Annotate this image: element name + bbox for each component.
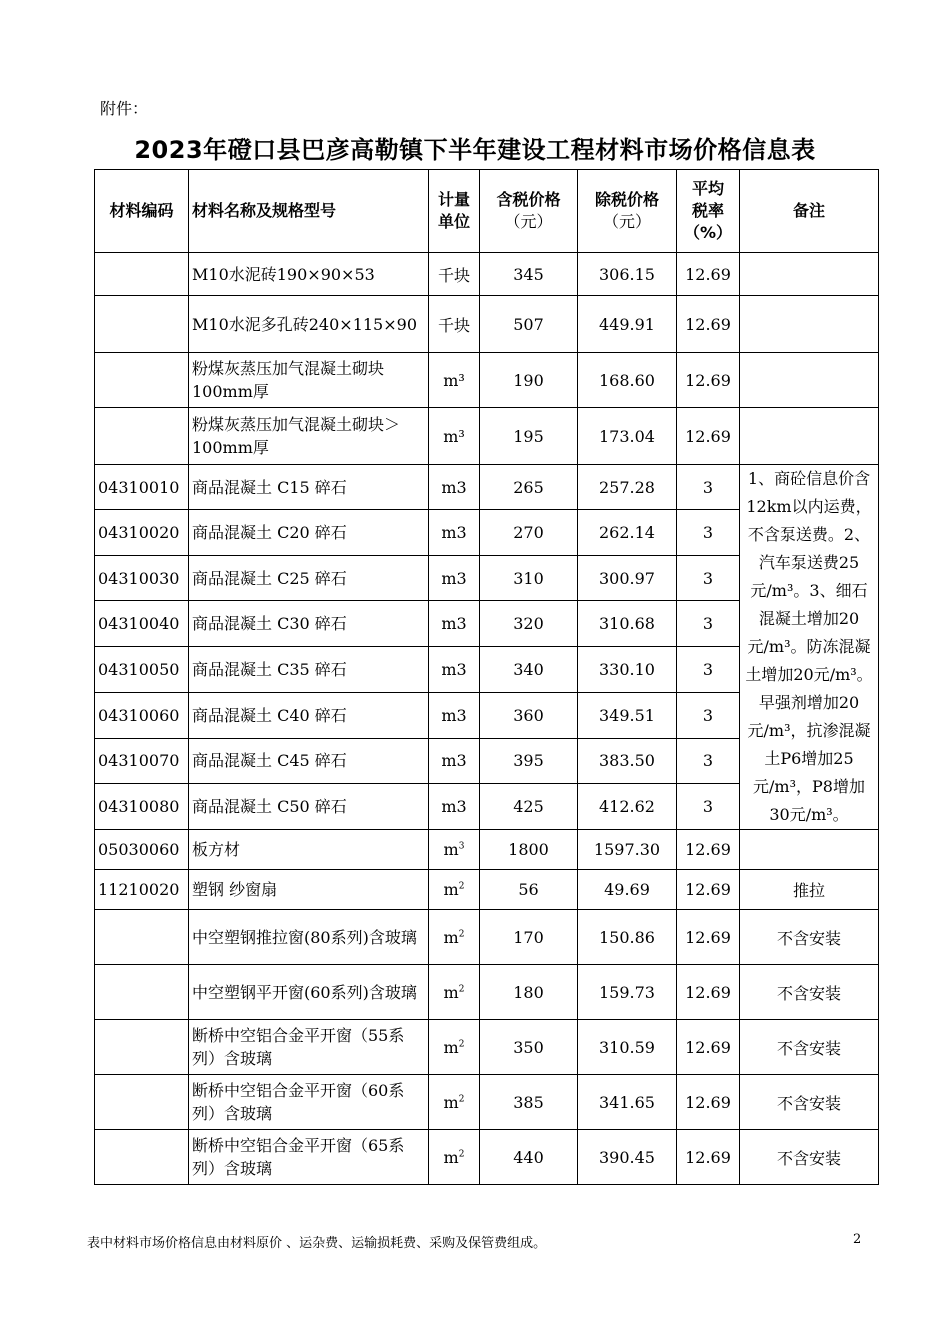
cell-code: 04310010 bbox=[95, 465, 189, 510]
cell-price-tax: 310 bbox=[480, 556, 578, 601]
cell-price-tax: 1800 bbox=[480, 830, 578, 870]
cell-name: 断桥中空铝合金平开窗（60系列）含玻璃 bbox=[189, 1075, 429, 1130]
cell-price-notax: 383.50 bbox=[578, 738, 677, 783]
cell-price-tax: 395 bbox=[480, 738, 578, 783]
cell-unit bbox=[429, 1130, 480, 1185]
cell-price-notax: 300.97 bbox=[578, 556, 677, 601]
cell-note bbox=[740, 253, 879, 296]
unit-exponent: 2 bbox=[458, 1149, 465, 1160]
attachment-label: 附件： bbox=[100, 99, 149, 118]
cell-code bbox=[95, 353, 189, 408]
unit-base: m bbox=[443, 982, 459, 1002]
cell-unit: m3 bbox=[429, 510, 480, 556]
cell-price-notax: 341.65 bbox=[578, 1075, 677, 1130]
unit-exponent: 2 bbox=[458, 984, 465, 995]
table-row bbox=[95, 870, 879, 910]
cell-price-notax: 159.73 bbox=[578, 965, 677, 1020]
cell-unit: m3 bbox=[429, 738, 480, 783]
cell-name: 板方材 bbox=[189, 830, 429, 870]
table-row bbox=[95, 1075, 879, 1130]
table-row bbox=[95, 965, 879, 1020]
cell-price-tax: 507 bbox=[480, 296, 578, 353]
unit-base: m bbox=[443, 1147, 459, 1167]
table-row bbox=[95, 830, 879, 870]
header-price-notax-line2: （元） bbox=[602, 212, 651, 231]
cell-unit: m3 bbox=[429, 601, 480, 647]
price-table bbox=[94, 169, 879, 1185]
cell-price-notax: 1597.30 bbox=[578, 830, 677, 870]
cell-rate: 12.69 bbox=[677, 353, 740, 408]
cell-price-notax: 310.59 bbox=[578, 1020, 677, 1075]
cell-rate: 3 bbox=[677, 647, 740, 692]
cell-price-tax: 345 bbox=[480, 253, 578, 296]
table-row bbox=[95, 253, 879, 296]
cell-rate: 3 bbox=[677, 601, 740, 647]
cell-price-notax: 168.60 bbox=[578, 353, 677, 408]
cell-rate: 12.69 bbox=[677, 1075, 740, 1130]
cell-price-notax: 49.69 bbox=[578, 870, 677, 910]
cell-unit bbox=[429, 1075, 480, 1130]
cell-code bbox=[95, 910, 189, 965]
cell-rate: 12.69 bbox=[677, 965, 740, 1020]
table-row bbox=[95, 1020, 879, 1075]
header-price-notax-line1: 除税价格 bbox=[594, 190, 659, 209]
cell-unit: 千块 bbox=[429, 296, 480, 353]
cell-note bbox=[740, 408, 879, 465]
cell-price-tax: 385 bbox=[480, 1075, 578, 1130]
cell-rate: 3 bbox=[677, 738, 740, 783]
cell-price-tax: 180 bbox=[480, 965, 578, 1020]
cell-price-tax: 440 bbox=[480, 1130, 578, 1185]
cell-name: 断桥中空铝合金平开窗（65系列）含玻璃 bbox=[189, 1130, 429, 1185]
cell-unit: m³ bbox=[429, 408, 480, 465]
unit-exponent: 3 bbox=[458, 841, 465, 852]
cell-price-notax: 349.51 bbox=[578, 692, 677, 738]
cell-unit: m3 bbox=[429, 692, 480, 738]
cell-unit bbox=[429, 965, 480, 1020]
page-number: 2 bbox=[853, 1232, 862, 1247]
unit-exponent: 2 bbox=[458, 929, 465, 940]
cell-code bbox=[95, 408, 189, 465]
concrete-note: 1、商砼信息价含12km以内运费，不含泵送费。2、汽车泵送费25元/m³。3、细石混凝土增加20元/m³。防冻混凝土增加20元/m³。早强剂增加20元/m³，抗渗混凝土P6增加25元/m³，P8增加30元/m³。 bbox=[740, 465, 879, 830]
cell-note: 不含安装 bbox=[740, 1075, 879, 1130]
table-row bbox=[95, 465, 879, 510]
header-rate-line2: 税率 bbox=[691, 201, 724, 220]
cell-price-notax: 390.45 bbox=[578, 1130, 677, 1185]
header-unit bbox=[429, 170, 480, 253]
cell-name: 商品混凝土 C35 碎石 bbox=[189, 647, 429, 692]
cell-note bbox=[740, 296, 879, 353]
header-code: 材料编码 bbox=[95, 170, 189, 253]
cell-unit bbox=[429, 830, 480, 870]
cell-code: 11210020 bbox=[95, 870, 189, 910]
cell-rate: 12.69 bbox=[677, 1020, 740, 1075]
cell-code: 04310070 bbox=[95, 738, 189, 783]
cell-price-tax: 270 bbox=[480, 510, 578, 556]
cell-price-notax: 310.68 bbox=[578, 601, 677, 647]
table-row bbox=[95, 353, 879, 408]
cell-name: 商品混凝土 C15 碎石 bbox=[189, 465, 429, 510]
header-price-tax-line2: （元） bbox=[504, 212, 553, 231]
header-price-tax-line1: 含税价格 bbox=[496, 190, 561, 209]
page-title: 2023年磴口县巴彦高勒镇下半年建设工程材料市场价格信息表 bbox=[134, 136, 816, 164]
cell-note bbox=[740, 830, 879, 870]
cell-price-notax: 262.14 bbox=[578, 510, 677, 556]
cell-code bbox=[95, 296, 189, 353]
cell-rate: 3 bbox=[677, 510, 740, 556]
header-note: 备注 bbox=[740, 170, 879, 253]
cell-name: 中空塑钢平开窗(60系列)含玻璃 bbox=[189, 965, 429, 1020]
header-row bbox=[95, 170, 879, 253]
cell-code: 04310050 bbox=[95, 647, 189, 692]
cell-name: 商品混凝土 C20 碎石 bbox=[189, 510, 429, 556]
cell-unit: m³ bbox=[429, 353, 480, 408]
cell-rate: 3 bbox=[677, 465, 740, 510]
cell-price-tax: 56 bbox=[480, 870, 578, 910]
unit-base: m bbox=[443, 840, 459, 859]
cell-name: 中空塑钢推拉窗(80系列)含玻璃 bbox=[189, 910, 429, 965]
cell-unit: m3 bbox=[429, 647, 480, 692]
unit-exponent: 2 bbox=[458, 881, 465, 892]
cell-note: 不含安装 bbox=[740, 965, 879, 1020]
cell-code bbox=[95, 965, 189, 1020]
cell-code: 04310060 bbox=[95, 692, 189, 738]
table-row bbox=[95, 1130, 879, 1185]
cell-price-notax: 330.10 bbox=[578, 647, 677, 692]
unit-base: m bbox=[443, 1037, 459, 1057]
cell-name: 商品混凝土 C45 碎石 bbox=[189, 738, 429, 783]
cell-note: 不含安装 bbox=[740, 910, 879, 965]
cell-name: M10水泥砖190×90×53 bbox=[189, 253, 429, 296]
cell-note: 不含安装 bbox=[740, 1020, 879, 1075]
cell-price-notax: 412.62 bbox=[578, 783, 677, 829]
cell-rate: 3 bbox=[677, 783, 740, 829]
header-name: 材料名称及规格型号 bbox=[189, 170, 429, 253]
header-rate bbox=[677, 170, 740, 253]
cell-name: 商品混凝土 C40 碎石 bbox=[189, 692, 429, 738]
cell-note bbox=[740, 353, 879, 408]
cell-code: 04310080 bbox=[95, 783, 189, 829]
cell-rate: 12.69 bbox=[677, 253, 740, 296]
footer-note: 表中材料市场价格信息由材料原价 、运杂费、运输损耗费、采购及保管费组成。 bbox=[87, 1236, 547, 1251]
cell-code: 04310030 bbox=[95, 556, 189, 601]
cell-note: 推拉 bbox=[740, 870, 879, 910]
cell-unit: m3 bbox=[429, 556, 480, 601]
cell-price-tax: 320 bbox=[480, 601, 578, 647]
cell-rate: 12.69 bbox=[677, 1130, 740, 1185]
cell-price-tax: 170 bbox=[480, 910, 578, 965]
cell-rate: 3 bbox=[677, 692, 740, 738]
cell-code bbox=[95, 1075, 189, 1130]
cell-price-tax: 350 bbox=[480, 1020, 578, 1075]
cell-unit bbox=[429, 910, 480, 965]
cell-name: 断桥中空铝合金平开窗（55系列）含玻璃 bbox=[189, 1020, 429, 1075]
header-price-tax bbox=[480, 170, 578, 253]
header-unit-line1: 计量 bbox=[437, 190, 470, 209]
cell-note: 不含安装 bbox=[740, 1130, 879, 1185]
cell-unit: m3 bbox=[429, 465, 480, 510]
table-row bbox=[95, 296, 879, 353]
cell-price-notax: 150.86 bbox=[578, 910, 677, 965]
cell-rate: 3 bbox=[677, 556, 740, 601]
cell-price-notax: 173.04 bbox=[578, 408, 677, 465]
cell-name: 粉煤灰蒸压加气混凝土砌块100mm厚 bbox=[189, 353, 429, 408]
cell-rate: 12.69 bbox=[677, 830, 740, 870]
cell-name: 商品混凝土 C25 碎石 bbox=[189, 556, 429, 601]
cell-rate: 12.69 bbox=[677, 870, 740, 910]
cell-code: 05030060 bbox=[95, 830, 189, 870]
cell-price-notax: 449.91 bbox=[578, 296, 677, 353]
table-row bbox=[95, 408, 879, 465]
unit-exponent: 2 bbox=[458, 1094, 465, 1105]
header-unit-line2: 单位 bbox=[437, 212, 470, 231]
cell-price-tax: 195 bbox=[480, 408, 578, 465]
cell-name: 塑钢 纱窗扇 bbox=[189, 870, 429, 910]
unit-base: m bbox=[443, 1092, 459, 1112]
cell-name: M10水泥多孔砖240×115×90 bbox=[189, 296, 429, 353]
unit-exponent: 2 bbox=[458, 1039, 465, 1050]
cell-code bbox=[95, 253, 189, 296]
cell-unit bbox=[429, 870, 480, 910]
cell-code: 04310020 bbox=[95, 510, 189, 556]
cell-code bbox=[95, 1020, 189, 1075]
cell-rate: 12.69 bbox=[677, 296, 740, 353]
cell-code: 04310040 bbox=[95, 601, 189, 647]
header-rate-line1: 平均 bbox=[691, 179, 724, 198]
cell-unit bbox=[429, 1020, 480, 1075]
table-row bbox=[95, 910, 879, 965]
cell-price-tax: 190 bbox=[480, 353, 578, 408]
cell-price-tax: 265 bbox=[480, 465, 578, 510]
cell-unit: 千块 bbox=[429, 253, 480, 296]
cell-name: 商品混凝土 C30 碎石 bbox=[189, 601, 429, 647]
header-price-notax bbox=[578, 170, 677, 253]
unit-base: m bbox=[443, 927, 459, 947]
cell-code bbox=[95, 1130, 189, 1185]
cell-rate: 12.69 bbox=[677, 408, 740, 465]
cell-rate: 12.69 bbox=[677, 910, 740, 965]
unit-base: m bbox=[443, 880, 459, 899]
cell-name: 粉煤灰蒸压加气混凝土砌块＞100mm厚 bbox=[189, 408, 429, 465]
cell-price-notax: 257.28 bbox=[578, 465, 677, 510]
header-rate-line3: （%） bbox=[683, 223, 733, 242]
cell-price-tax: 340 bbox=[480, 647, 578, 692]
cell-price-tax: 360 bbox=[480, 692, 578, 738]
cell-price-tax: 425 bbox=[480, 783, 578, 829]
cell-price-notax: 306.15 bbox=[578, 253, 677, 296]
cell-unit: m3 bbox=[429, 783, 480, 829]
cell-name: 商品混凝土 C50 碎石 bbox=[189, 783, 429, 829]
